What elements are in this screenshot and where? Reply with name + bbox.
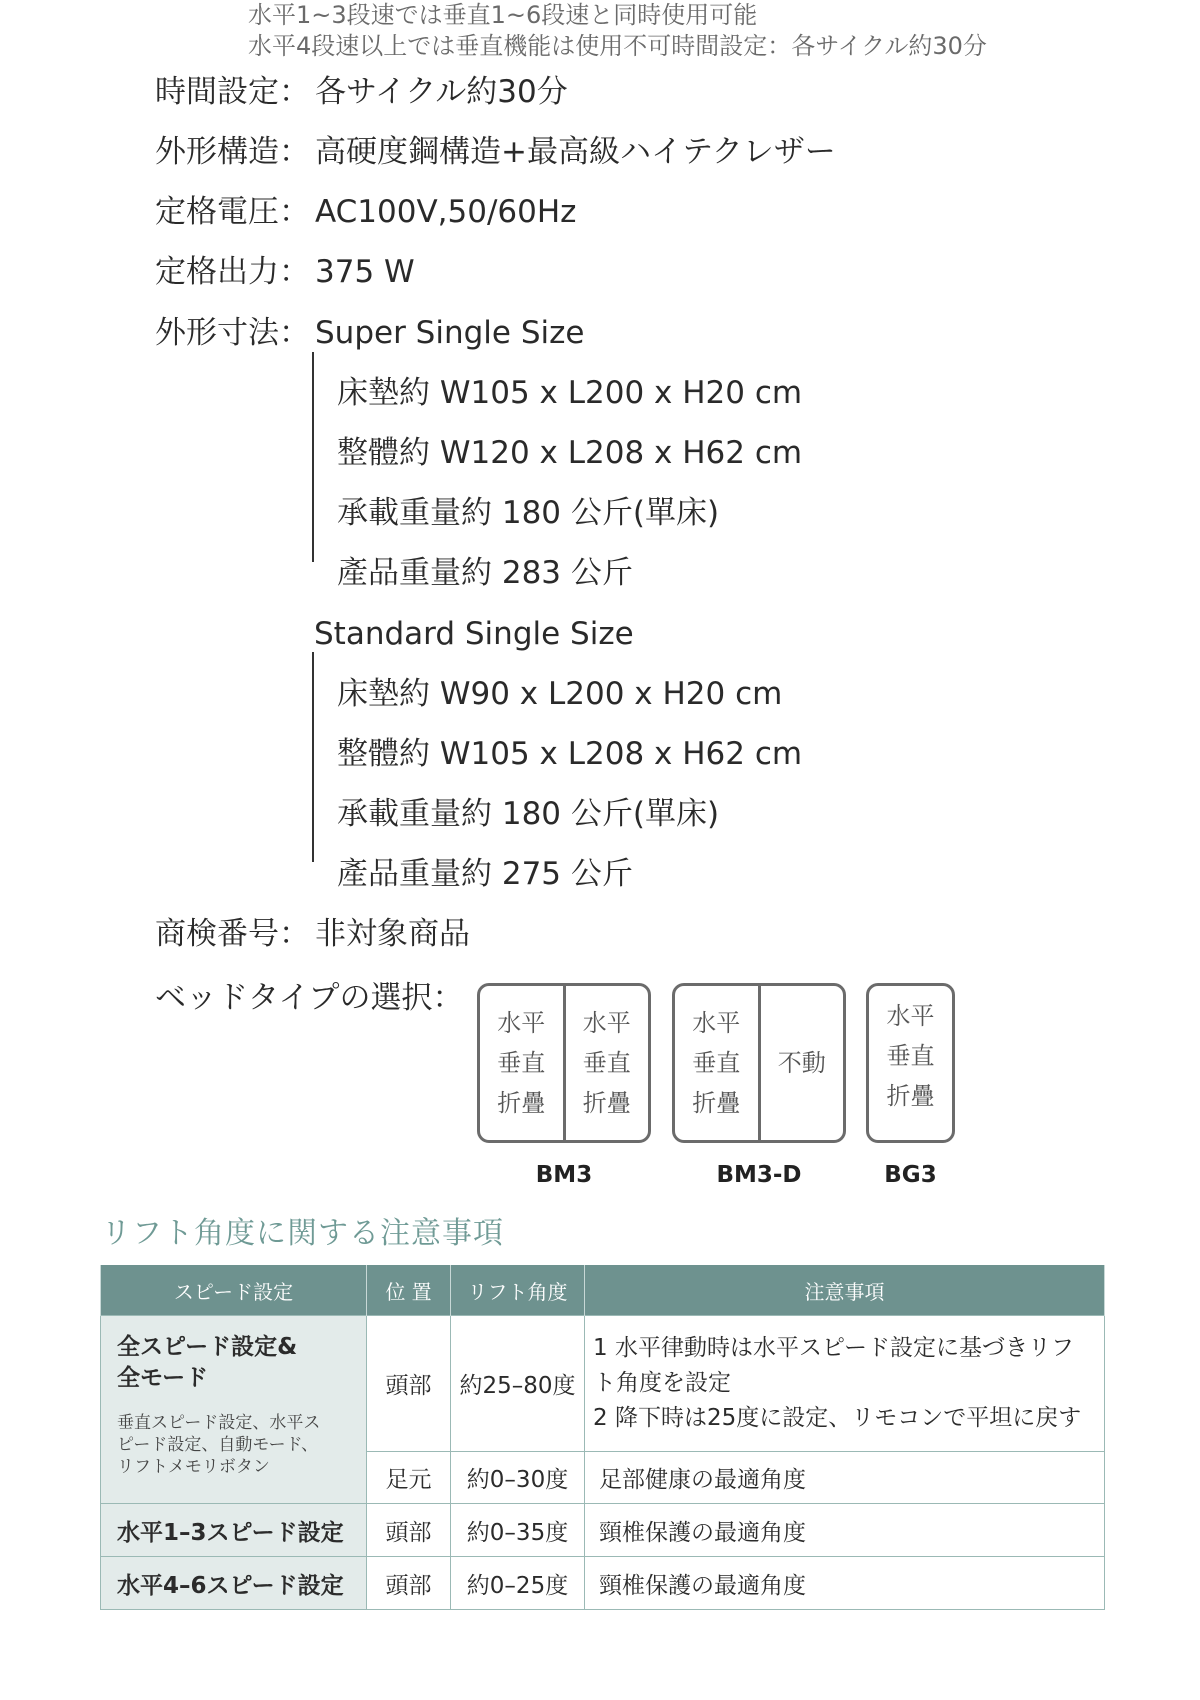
position-cell: 頭部 <box>367 1557 451 1610</box>
mode-subtitle: 垂直スピード設定、水平ス ピード設定、自動モード、 リフトメモリボタン <box>117 1413 321 1477</box>
bed-cell <box>869 986 952 1140</box>
column-header: 注意事項 <box>585 1265 1105 1316</box>
mode-cell: 水平4–6スピード設定 <box>101 1557 367 1610</box>
angle-cell: 約0–30度 <box>451 1452 585 1504</box>
bed-function: 折疊 <box>582 1089 631 1117</box>
bed-function: 垂直 <box>692 1049 741 1077</box>
note-line: ト角度を設定 <box>593 1370 731 1396</box>
dimension-item: 承載重量約 180 公斤(單床) <box>337 796 720 832</box>
spec-label: 商検番号： <box>155 916 310 952</box>
bed-function: 折疊 <box>692 1089 741 1117</box>
dimension-item: 產品重量約 283 公斤 <box>337 555 633 591</box>
dimension-item: 產品重量約 275 公斤 <box>337 856 633 892</box>
section-title: リフト角度に関する注意事項 <box>101 1216 504 1251</box>
position-cell: 頭部 <box>367 1504 451 1557</box>
model-name-bg3: BG3 <box>884 1162 937 1188</box>
bed-option-bm3-d[interactable] <box>672 983 846 1143</box>
angle-cell: 約0–25度 <box>451 1557 585 1610</box>
position-cell: 頭部 <box>367 1316 451 1452</box>
spec-value: AC100V,50/60Hz <box>315 194 577 230</box>
bed-type-label: ベッドタイプの選択： <box>155 980 464 1016</box>
size-title-super-single: Super Single Size <box>315 315 585 351</box>
spec-label: 定格電圧： <box>155 194 310 230</box>
note-cell: 足部健康の最適角度 <box>585 1452 1105 1504</box>
spec-label: 定格出力： <box>155 254 310 290</box>
bed-function: 垂直 <box>886 1042 935 1070</box>
bed-option-bg3[interactable] <box>866 983 955 1143</box>
bracket-line <box>312 352 314 562</box>
bracket-line <box>312 652 314 862</box>
bed-function: 垂直 <box>497 1049 546 1077</box>
spec-value: 375 W <box>315 254 415 290</box>
bed-function: 折疊 <box>886 1082 935 1110</box>
model-name-bm3-d: BM3-D <box>716 1162 802 1188</box>
dimension-item: 承載重量約 180 公斤(單床) <box>337 495 720 531</box>
bed-function: 水平 <box>692 1009 741 1037</box>
mode-cell: 水平1–3スピード設定 <box>101 1504 367 1557</box>
dimension-item: 床墊約 W90 x L200 x H20 cm <box>337 676 783 712</box>
table-row <box>101 1557 1105 1610</box>
table-header-row <box>101 1265 1105 1316</box>
note-line: 1 水平律動時は水平スピード設定に基づきリフ <box>593 1335 1075 1361</box>
angle-cell: 約25–80度 <box>451 1316 585 1452</box>
spec-value: 各サイクル約30分 <box>315 74 568 110</box>
top-note-2: 水平4段速以上では垂直機能は使用不可時間設定：各サイクル約30分 <box>248 32 987 60</box>
spec-label: 外形寸法： <box>155 315 310 351</box>
spec-value: 非対象商品 <box>315 916 470 952</box>
mode-cell <box>101 1316 367 1504</box>
angle-cell: 約0–35度 <box>451 1504 585 1557</box>
note-line: 2 降下時は25度に設定、リモコンで平坦に戻す <box>593 1405 1082 1431</box>
model-name-bm3: BM3 <box>535 1162 593 1188</box>
bed-function: 水平 <box>886 1002 935 1030</box>
bed-function: 垂直 <box>582 1049 631 1077</box>
spec-value: 高硬度鋼構造+最高級ハイテクレザー <box>315 134 836 170</box>
bed-cell <box>563 986 649 1140</box>
note-cell <box>585 1316 1105 1452</box>
bed-cell <box>675 986 758 1140</box>
size-title-standard-single: Standard Single Size <box>314 616 634 652</box>
top-note-1: 水平1~3段速では垂直1~6段速と同時使用可能 <box>248 1 758 29</box>
bed-option-bm3[interactable] <box>477 983 651 1143</box>
column-header: リフト角度 <box>451 1265 585 1316</box>
column-header: スピード設定 <box>101 1265 367 1316</box>
bed-cell <box>758 986 844 1140</box>
table-row <box>101 1504 1105 1557</box>
note-cell: 頸椎保護の最適角度 <box>585 1557 1105 1610</box>
table-row <box>101 1316 1105 1452</box>
spec-label: 外形構造： <box>155 134 310 170</box>
bed-function: 折疊 <box>497 1089 546 1117</box>
note-cell: 頸椎保護の最適角度 <box>585 1504 1105 1557</box>
position-cell: 足元 <box>367 1452 451 1504</box>
dimension-item: 床墊約 W105 x L200 x H20 cm <box>337 375 803 411</box>
dimension-item: 整體約 W105 x L208 x H62 cm <box>337 736 803 772</box>
column-header: 位 置 <box>367 1265 451 1316</box>
bed-function: 不動 <box>777 1049 826 1077</box>
mode-title: 全スピード設定& 全モード <box>117 1334 298 1391</box>
spec-label: 時間設定： <box>155 74 310 110</box>
lift-angle-table <box>100 1265 1105 1610</box>
bed-cell <box>480 986 563 1140</box>
dimension-item: 整體約 W120 x L208 x H62 cm <box>337 435 803 471</box>
bed-function: 水平 <box>497 1009 546 1037</box>
bed-function: 水平 <box>582 1009 631 1037</box>
